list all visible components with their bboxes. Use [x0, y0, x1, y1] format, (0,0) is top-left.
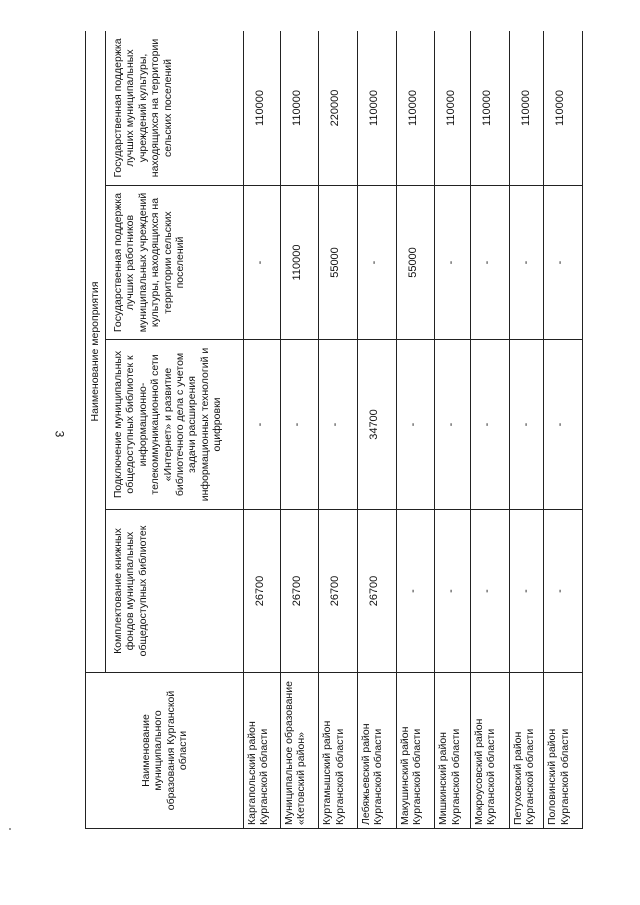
- table-body: [244, 31, 583, 829]
- value-cell: 110000: [244, 31, 281, 186]
- table-row: [509, 31, 544, 829]
- value-cell: -: [470, 186, 509, 340]
- table-row: [280, 31, 319, 829]
- value-cell: -: [396, 340, 435, 510]
- table-row: [357, 31, 396, 829]
- value-cell: -: [544, 340, 583, 510]
- table-row: [244, 31, 281, 829]
- value-cell: 55000: [319, 186, 358, 340]
- rotated-table-wrapper: [85, 31, 583, 829]
- header-internet-connection: Подключение муниципальных общедоступных библиотек к информационно-телекоммуникационной сети «Интернет» и развитие библиотечного дела с учетом задачи расширения информационных технологий и оцифровки: [106, 340, 244, 510]
- value-cell: 55000: [396, 186, 435, 340]
- table-viewport: [85, 31, 583, 829]
- table-row: [470, 31, 509, 829]
- table-row: [435, 31, 471, 829]
- value-cell: -: [244, 340, 281, 510]
- table-row: [396, 31, 435, 829]
- value-cell: 110000: [280, 31, 319, 186]
- value-cell: 110000: [357, 31, 396, 186]
- value-cell: 26700: [244, 510, 281, 673]
- value-cell: 26700: [280, 510, 319, 673]
- value-cell: -: [544, 510, 583, 673]
- municipality-name-cell: Лебяжьевский район Курганской области: [357, 673, 396, 829]
- value-cell: -: [470, 340, 509, 510]
- value-cell: -: [509, 186, 544, 340]
- value-cell: -: [509, 510, 544, 673]
- municipality-name-cell: Петуховский район Курганской области: [509, 673, 544, 829]
- table-row: [319, 31, 358, 829]
- municipality-name-cell: Мокроусовский район Курганской области: [470, 673, 509, 829]
- municipality-name-cell: Куртамышский район Курганской области: [319, 673, 358, 829]
- allocation-table: [85, 31, 583, 829]
- value-cell: 26700: [319, 510, 358, 673]
- header-municipality: Наименование муниципального образования Курганской области: [86, 673, 244, 829]
- value-cell: -: [435, 186, 471, 340]
- header-book-funds: Комплектование книжных фондов муниципальных общедоступных библиотек: [106, 510, 244, 673]
- value-cell: 110000: [470, 31, 509, 186]
- page-number: 3: [52, 430, 67, 438]
- value-cell: 34700: [357, 340, 396, 510]
- header-best-institutions: Государственная поддержка лучших муниципальных учреждений культуры, находящихся на территории сельских поселений: [106, 31, 244, 186]
- table-row: [544, 31, 583, 829]
- value-cell: -: [470, 510, 509, 673]
- municipality-name-cell: Муниципальное образование «Кетовский район»: [280, 673, 319, 829]
- value-cell: 220000: [319, 31, 358, 186]
- scan-speck: [9, 828, 11, 830]
- municipality-name-cell: Мишкинский район Курганской области: [435, 673, 471, 829]
- value-cell: -: [396, 510, 435, 673]
- value-cell: 110000: [280, 186, 319, 340]
- value-cell: -: [544, 186, 583, 340]
- value-cell: -: [319, 340, 358, 510]
- value-cell: 110000: [509, 31, 544, 186]
- municipality-name-cell: Половинский район Курганской области: [544, 673, 583, 829]
- value-cell: -: [509, 340, 544, 510]
- value-cell: -: [244, 186, 281, 340]
- header-measure-group: Наименование мероприятия: [86, 31, 106, 673]
- value-cell: 110000: [435, 31, 471, 186]
- value-cell: 26700: [357, 510, 396, 673]
- value-cell: -: [357, 186, 396, 340]
- value-cell: -: [280, 340, 319, 510]
- value-cell: 110000: [396, 31, 435, 186]
- value-cell: -: [435, 340, 471, 510]
- value-cell: 110000: [544, 31, 583, 186]
- municipality-name-cell: Каргапольский район Курганской области: [244, 673, 281, 829]
- municipality-name-cell: Макушинский район Курганской области: [396, 673, 435, 829]
- header-best-workers: Государственная поддержка лучших работников муниципальных учреждений культуры, находящихся на территории сельских поселений: [106, 186, 244, 340]
- value-cell: -: [435, 510, 471, 673]
